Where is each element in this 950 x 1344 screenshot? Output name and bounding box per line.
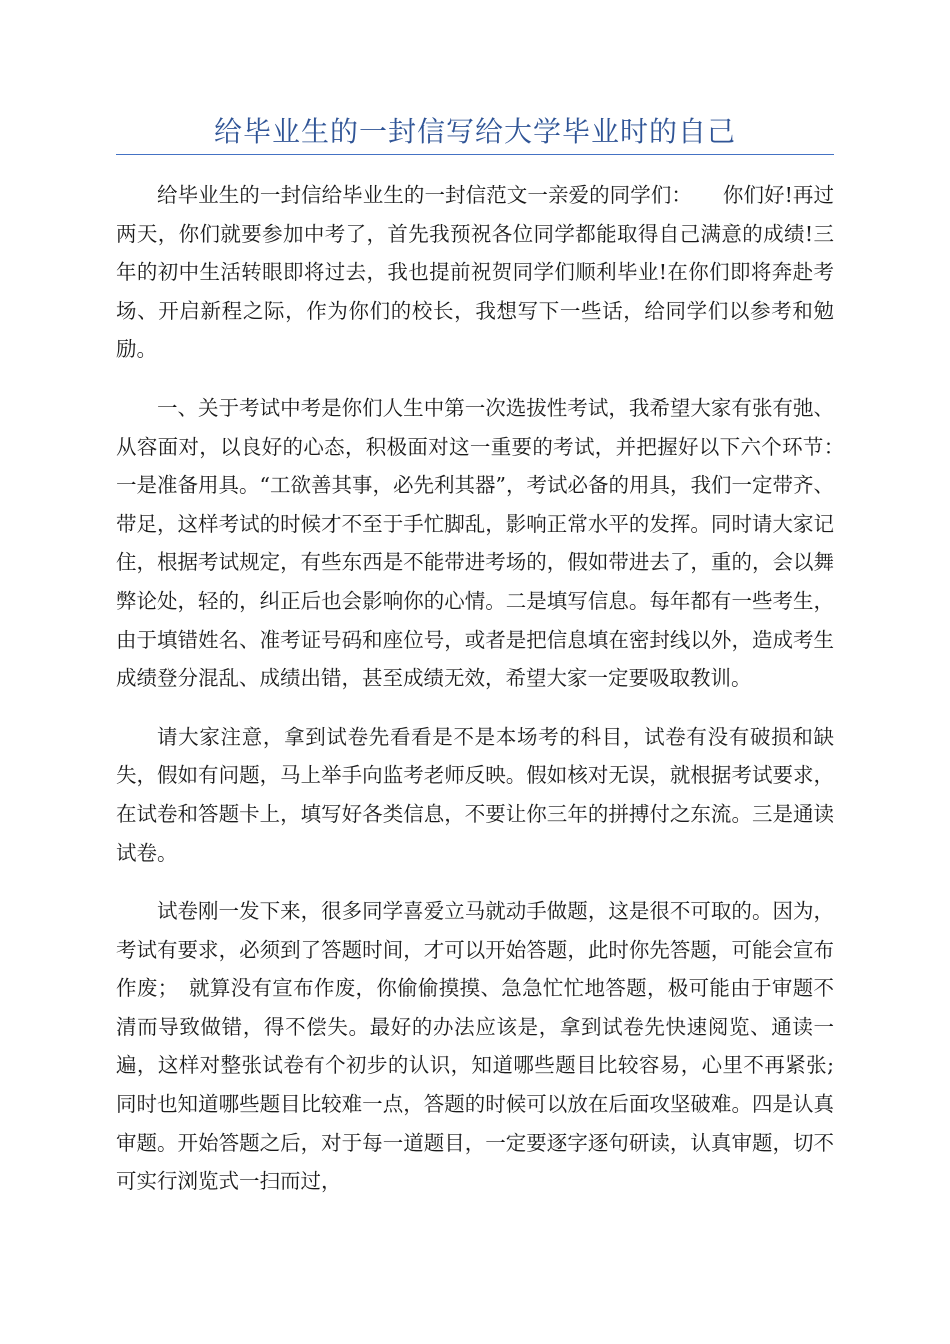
paragraph-1: 给毕业生的一封信给毕业生的一封信范文一亲爱的同学们： 你们好!再过两天，你们就要参加中考了，首先我预祝各位同学都能取得自己满意的成绩!三年的初中生活转眼即将过去，我也提前祝贺同学们顺利毕业!在你们即将奔赴考场、开启新程之际，作为你们的校长，我想写下一些话，给同学们以参考和勉励。 [116,183,834,362]
document-title: 给毕业生的一封信写给大学毕业时的自己 [213,115,736,148]
document-body [116,176,875,1221]
paragraph-4: 试卷刚一发下来，很多同学喜爱立马就动手做题，这是很不可取的。因为，考试有要求，必须到了答题时间，才可以开始答题，此时你先答题，可能会宣布作废； 就算没有宣布作废，你偷偷摸摸、急急忙忙地答题，极可能由于审题不清而导致做错，得不偿失。最好的办法应该是，拿到试卷先快速阅览、通读一遍，这样对整张试卷有个初步的认识，知道哪些题目比较容易，心里不再紧张;同时也知道哪些题目比较难一点，答题的时候可以放在后面攻坚破难。四是认真审题。开始答题之后，对于每一道题目，一定要逐字逐句研读，认真审题，切不可实行浏览式一扫而过， [116,899,834,1194]
paragraph-3: 请大家注意，拿到试卷先看看是不是本场考的科目，试卷有没有破损和缺失，假如有问题，马上举手向监考老师反映。假如核对无误，就根据考试要求，在试卷和答题卡上，填写好各类信息，不要让你三年的拼搏付之东流。三是通读试卷。 [116,724,834,865]
title-underline [116,154,834,155]
paragraph-2: 一、关于考试中考是你们人生中第一次选拔性考试，我希望大家有张有弛、从容面对，以良好的心态，积极面对这一重要的考试，并把握好以下六个环节： 一是准备用具。“工欲善其事，必先利其器”，考试必备的用具，我们一定带齐、带足，这样考试的时候才不至于手忙脚乱，影响正常水平的发挥。同时请大家记住，根据考试规定，有些东西是不能带进考场的，假如带进去了，重的，会以舞弊论处，轻的，纠正后也会影响你的心情。二是填写信息。每年都有一些考生，由于填错姓名、准考证号码和座位号，或者是把信息填在密封线以外，造成考生成绩登分混乱、成绩出错，甚至成绩无效，希望大家一定要吸取教训。 [116,395,875,691]
